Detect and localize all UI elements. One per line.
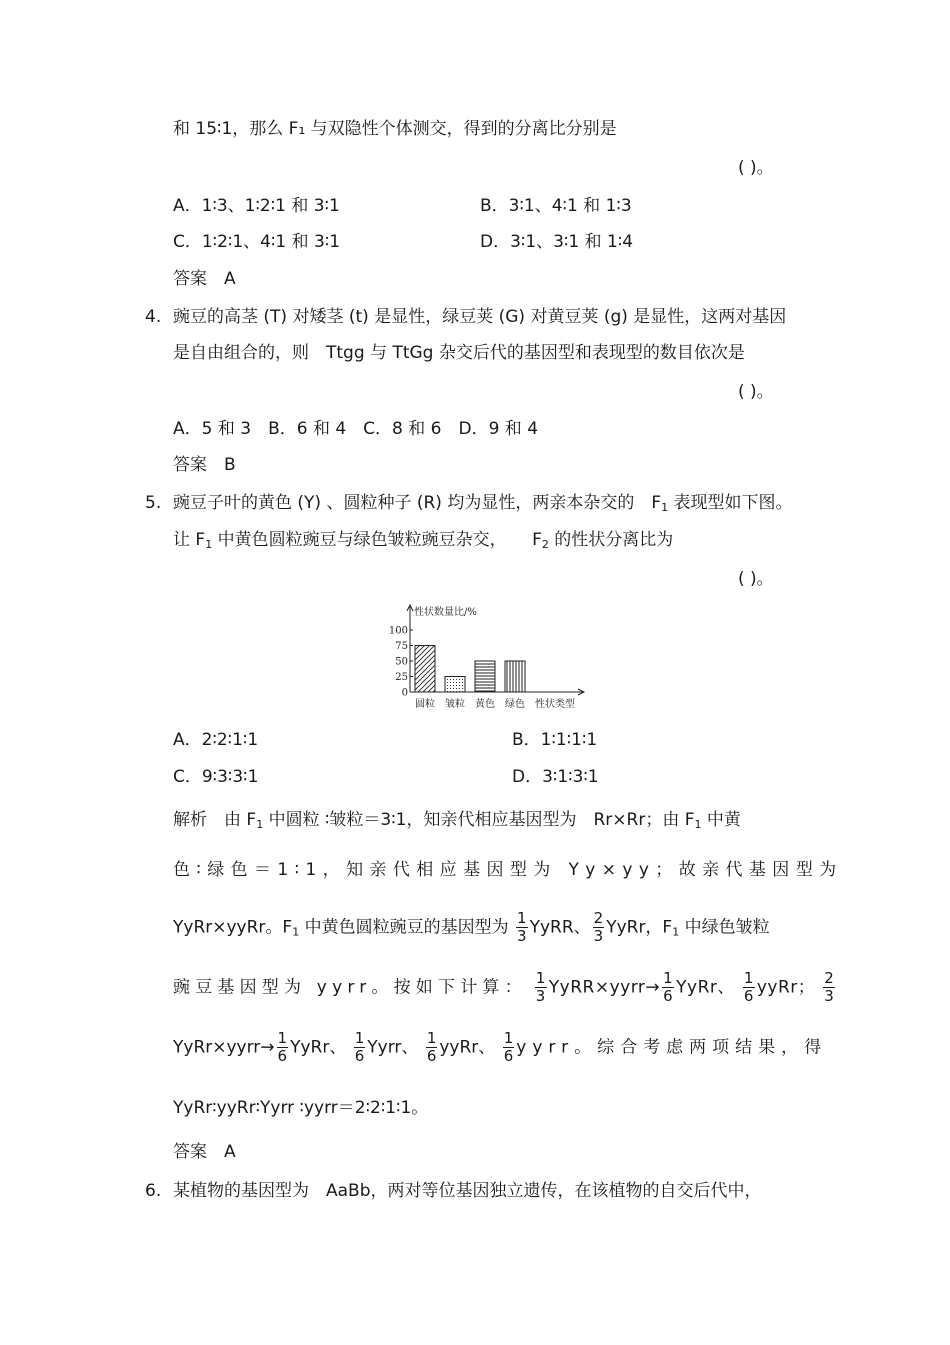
q3-answer: 答案 A (173, 269, 236, 289)
x-category-label: 绿色 (505, 699, 525, 710)
bar-皱粒 (445, 677, 465, 693)
x-category-label: 皱粒 (445, 699, 465, 710)
q5-analysis-line3: YyRr×yyRr。$F_1$ 中黄色圆粒豌豆的基因型为 $\frac{1}{3}$ YyRR、 $\frac{2}{3}$ YyRr，$F_1$ 中绿色皱粒 (173, 909, 770, 945)
q4-stem-line1: 豌豆的高茎 (T) 对矮茎 (t) 是显性，绿豆荚 (G) 对黄豆荚 (g) 是显性，这两对基因 (173, 307, 787, 327)
q4-number: 4. (145, 307, 162, 327)
fraction-one-sixth: $\frac{1}{6}$ (663, 969, 674, 1005)
q5-analysis-line1: 解析 由 $F_1$ 中圆粒 ∶皱粒＝3∶1，知亲代相应基因型为 Rr×Rr；由 $F_1$ 中黄 (173, 810, 741, 831)
q5-analysis-line6: YyRr∶yyRr∶Yyrr ∶yyrr＝2∶2∶1∶1。 (173, 1098, 429, 1118)
q5-option-d[interactable]: D．3∶1∶3∶1 (512, 767, 599, 787)
y-tick-label: 100 (388, 625, 408, 637)
q5-number: 5. (145, 493, 162, 513)
q6-number: 6. (145, 1181, 162, 1201)
q5-option-b[interactable]: B．1∶1∶1∶1 (512, 730, 598, 750)
trait-ratio-bar-chart (380, 600, 590, 714)
q4-answer-paren: ( )。 (738, 382, 774, 402)
q4-stem-line2: 是自由组合的，则 Ttgg 与 TtGg 杂交后代的基因型和表现型的数目依次是 (173, 343, 745, 363)
fraction-one-third: $\frac{1}{3}$ (517, 909, 527, 945)
q3-answer-paren: ( )。 (738, 158, 774, 178)
bar-黄色 (475, 661, 495, 692)
q5-stem-line2: 让 $F_1$ 中黄色圆粒豌豆与绿色皱粒豌豆杂交， $F_2$ 的性状分离比为 (173, 530, 674, 551)
fraction-one-sixth: $\frac{1}{6}$ (743, 969, 754, 1005)
q5-analysis-line2: 色∶绿色＝1∶1，知亲代相应基因型为 Yy×yy；故亲代基因型为 (173, 860, 843, 880)
q3-option-b[interactable]: B．3∶1、4∶1 和 1∶3 (480, 196, 632, 216)
x-category-label: 黄色 (475, 699, 495, 710)
q4-answer: 答案 B (173, 455, 236, 475)
fraction-one-sixth: $\frac{1}{6}$ (503, 1029, 514, 1065)
x-axis-label: 性状类型 (535, 699, 575, 710)
x-category-label: 圆粒 (415, 699, 435, 710)
fraction-two-thirds: $\frac{2}{3}$ (593, 909, 604, 945)
q3-option-c[interactable]: C．1∶2∶1、4∶1 和 3∶1 (173, 232, 341, 252)
q3-option-a[interactable]: A．1∶3、1∶2∶1 和 3∶1 (173, 196, 340, 216)
y-tick-label: 75 (395, 641, 408, 652)
y-tick-label: 25 (395, 672, 408, 683)
fraction-one-sixth: $\frac{1}{6}$ (354, 1029, 365, 1065)
q5-answer: 答案 A (173, 1142, 236, 1162)
y-axis-label: 性状数量比/% (414, 607, 477, 618)
chart-bars (415, 646, 525, 693)
q5-answer-paren: ( )。 (738, 569, 774, 589)
q5-option-a[interactable]: A．2∶2∶1∶1 (173, 730, 259, 750)
q3-option-d[interactable]: D．3∶1、3∶1 和 1∶4 (480, 232, 634, 252)
q4-options[interactable]: A．5 和 3 B．6 和 4 C．8 和 6 D．9 和 4 (173, 419, 539, 439)
q6-stem-line1: 某植物的基因型为 AaBb，两对等位基因独立遗传，在该植物的自交后代中， (173, 1181, 762, 1201)
q3-stem-tail: 和 15∶1，那么 F₁ 与双隐性个体测交，得到的分离比分别是 (173, 119, 617, 139)
q5-option-c[interactable]: C．9∶3∶3∶1 (173, 767, 259, 787)
fraction-one-sixth: $\frac{1}{6}$ (277, 1029, 288, 1065)
fraction-one-third: $\frac{1}{3}$ (535, 969, 546, 1005)
fraction-two-thirds: $\frac{2}{3}$ (824, 969, 835, 1005)
bar-圆粒 (415, 646, 435, 693)
bar-绿色 (505, 661, 525, 692)
y-tick-label: 0 (401, 687, 408, 699)
fraction-one-sixth: $\frac{1}{6}$ (426, 1029, 437, 1065)
q5-analysis-line4: 豌豆基因型为 yyrr。按如下计算： $\frac{1}{3}$ YyRR×yyrr→ $\frac{1}{6}$ YyRr、 $\frac{1}{6}$ yyRr； $\frac{2}{3}$ (173, 969, 835, 1005)
q5-analysis-line5: YyRr×yyrr→ $\frac{1}{6}$ YyRr、 $\frac{1}{6}$ Yyrr、 $\frac{1}{6}$ yyRr、 $\frac{1}{6}$ yyrr。综合考虑两项结果，得 (173, 1029, 828, 1065)
q5-stem-line1: 豌豆子叶的黄色 (Y) 、圆粒种子 (R) 均为显性，两亲本杂交的 $F_1$ 表现型如下图。 (173, 493, 793, 514)
y-tick-label: 50 (395, 656, 408, 668)
